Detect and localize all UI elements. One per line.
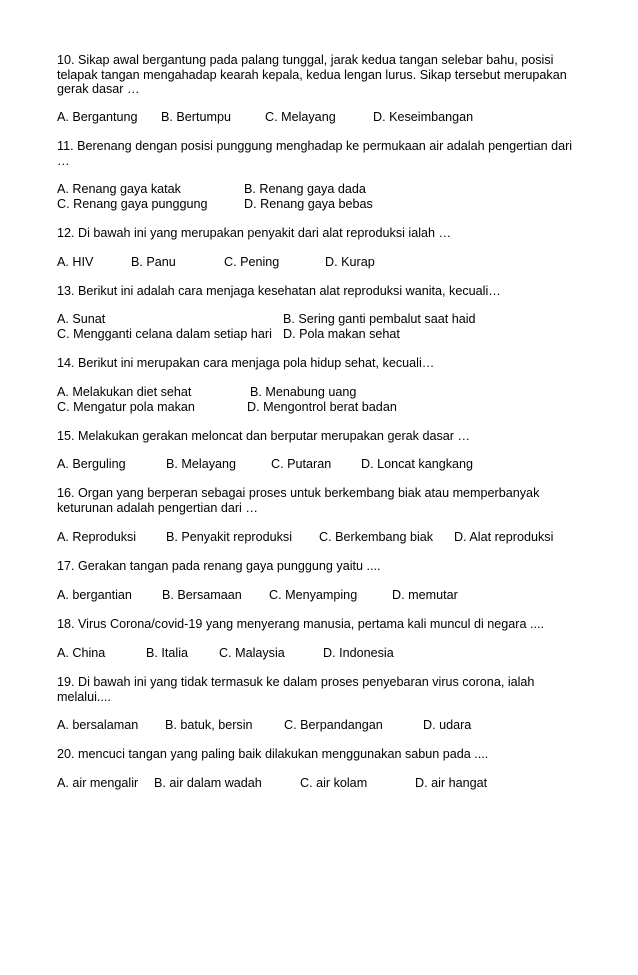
option-17-a: A. bergantian xyxy=(57,588,132,602)
option-10-c: C. Melayang xyxy=(265,110,336,124)
option-14-b: B. Menabung uang xyxy=(250,385,357,399)
option-11-b: B. Renang gaya dada xyxy=(244,182,366,196)
option-10-a: A. Bergantung xyxy=(57,110,138,124)
options-10 xyxy=(57,110,597,125)
options-12 xyxy=(57,255,597,270)
option-13-a: A. Sunat xyxy=(57,312,106,326)
option-17-c: C. Menyamping xyxy=(269,588,358,602)
option-11-a: A. Renang gaya katak xyxy=(57,182,181,196)
question-12: 12. Di bawah ini yang merupakan penyakit dari alat reproduksi ialah … xyxy=(57,226,452,240)
option-12-c: C. Pening xyxy=(224,255,280,269)
options-11 xyxy=(57,182,597,211)
option-10-b: B. Bertumpu xyxy=(161,110,231,124)
options-20 xyxy=(57,776,597,791)
question-10: 10. Sikap awal bergantung pada palang tunggal, jarak kedua tangan selebar bahu, posisi telapak tangan mengahadap kearah kepala, kedua lengan lurus. Sikap tersebut merupakan gerak dasar … xyxy=(57,53,567,96)
option-19-a: A. bersalaman xyxy=(57,718,139,732)
option-12-a: A. HIV xyxy=(57,255,94,269)
option-16-b: B. Penyakit reproduksi xyxy=(166,530,292,544)
question-19: 19. Di bawah ini yang tidak termasuk ke dalam proses penyebaran virus corona, ialah melalui.... xyxy=(57,675,535,704)
question-16: 16. Organ yang berperan sebagai proses untuk berkembang biak atau memperbanyak keturunan adalah pengertian dari … xyxy=(57,486,540,515)
option-16-c: C. Berkembang biak xyxy=(319,530,434,544)
option-20-c: C. air kolam xyxy=(300,776,368,790)
option-18-c: C. Malaysia xyxy=(219,646,285,660)
options-16 xyxy=(57,530,597,545)
option-17-d: D. memutar xyxy=(392,588,458,602)
option-16-a: A. Reproduksi xyxy=(57,530,137,544)
question-18: 18. Virus Corona/covid-19 yang menyerang manusia, pertama kali muncul di negara .... xyxy=(57,617,544,631)
option-15-a: A. Berguling xyxy=(57,457,126,471)
option-12-d: D. Kurap xyxy=(325,255,375,269)
option-19-d: D. udara xyxy=(423,718,472,732)
question-20: 20. mencuci tangan yang paling baik dilakukan menggunakan sabun pada .... xyxy=(57,747,489,761)
option-20-b: B. air dalam wadah xyxy=(154,776,262,790)
option-16-d: D. Alat reproduksi xyxy=(454,530,554,544)
question-11: 11. Berenang dengan posisi punggung menghadap ke permukaan air adalah pengertian dari … xyxy=(57,139,573,168)
options-17 xyxy=(57,588,597,603)
options-14 xyxy=(57,385,597,414)
option-13-d: D. Pola makan sehat xyxy=(283,326,400,341)
question-14: 14. Berikut ini merupakan cara menjaga pola hidup sehat, kecuali… xyxy=(57,356,435,370)
options-18 xyxy=(57,646,597,661)
option-18-b: B. Italia xyxy=(146,646,188,660)
option-19-b: B. batuk, bersin xyxy=(165,718,253,732)
question-13: 13. Berikut ini adalah cara menjaga kesehatan alat reproduksi wanita, kecuali… xyxy=(57,284,501,298)
option-13-b: B. Sering ganti pembalut saat haid xyxy=(283,312,476,326)
option-15-b: B. Melayang xyxy=(166,457,237,471)
option-14-d: D. Mengontrol berat badan xyxy=(247,399,397,414)
option-14-a: A. Melakukan diet sehat xyxy=(57,385,192,399)
question-17: 17. Gerakan tangan pada renang gaya punggung yaitu .... xyxy=(57,559,381,573)
option-17-b: B. Bersamaan xyxy=(162,588,242,602)
option-10-d: D. Keseimbangan xyxy=(373,110,474,124)
options-19 xyxy=(57,718,597,733)
option-19-c: C. Berpandangan xyxy=(284,718,383,732)
question-15: 15. Melakukan gerakan meloncat dan berputar merupakan gerak dasar … xyxy=(57,429,471,443)
option-18-a: A. China xyxy=(57,646,106,660)
option-15-d: D. Loncat kangkang xyxy=(361,457,474,471)
option-11-d: D. Renang gaya bebas xyxy=(244,196,373,211)
option-14-c: C. Mengatur pola makan xyxy=(57,399,195,414)
option-13-c: C. Mengganti celana dalam setiap hari xyxy=(57,326,272,341)
option-18-d: D. Indonesia xyxy=(323,646,394,660)
options-15 xyxy=(57,457,597,472)
option-15-c: C. Putaran xyxy=(271,457,332,471)
options-13 xyxy=(57,312,597,341)
option-20-d: D. air hangat xyxy=(415,776,488,790)
option-12-b: B. Panu xyxy=(131,255,176,269)
option-20-a: A. air mengalir xyxy=(57,776,139,790)
option-11-c: C. Renang gaya punggung xyxy=(57,196,208,211)
